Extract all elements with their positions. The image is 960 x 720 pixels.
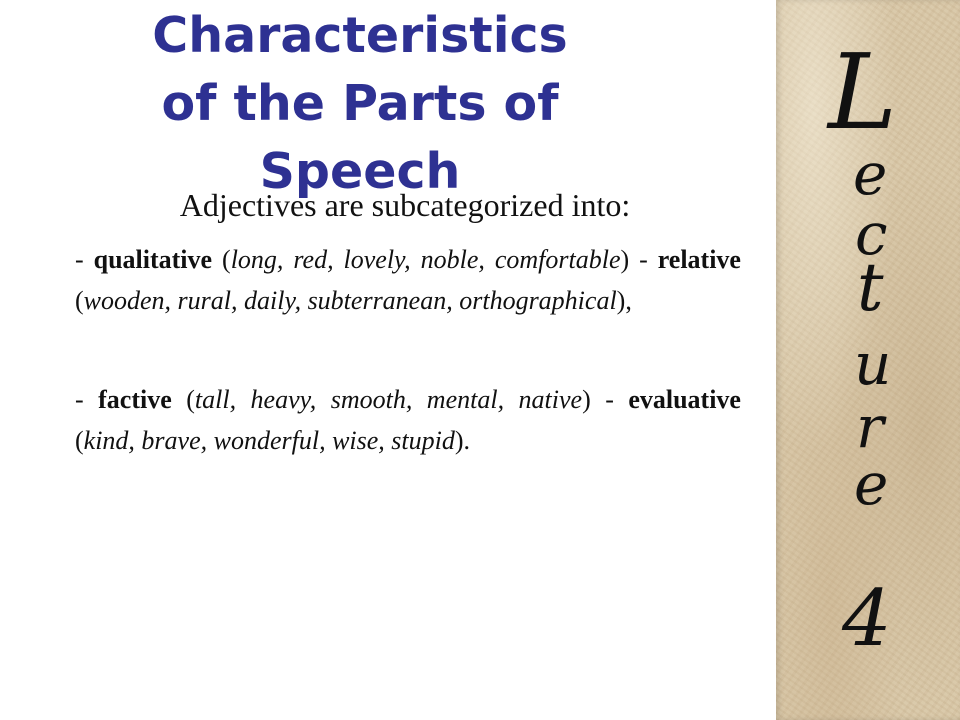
- term-relative: relative: [657, 245, 741, 274]
- examples-qualitative: long, red, lovely, noble, comfortable: [230, 245, 621, 274]
- examples-evaluative: kind, brave, wonderful, wise, stupid: [83, 426, 455, 455]
- lecture-letter-c: c: [855, 200, 888, 268]
- title-line-1: Characteristics: [152, 7, 568, 64]
- dash: -: [75, 245, 94, 274]
- paren-close-dash: ) -: [582, 385, 629, 414]
- paren-open: (: [212, 245, 231, 274]
- lecture-letter-r: r: [856, 393, 884, 461]
- dash: -: [75, 385, 99, 414]
- lecture-letter-L: L: [828, 31, 898, 153]
- term-evaluative: evaluative: [628, 385, 741, 414]
- term-factive: factive: [98, 385, 172, 414]
- examples-relative: wooden, rural, daily, subterranean, orthographical: [83, 286, 617, 315]
- term-qualitative: qualitative: [93, 245, 213, 274]
- lecture-side-panel: [776, 0, 960, 720]
- paren-close-dash: ) -: [620, 245, 658, 274]
- lecture-number: 4: [842, 574, 892, 664]
- lecture-letter-e: e: [853, 140, 888, 208]
- paragraph-factive-evaluative: [75, 379, 741, 461]
- paren-open: (: [75, 426, 84, 455]
- paren-open: (: [75, 286, 84, 315]
- paren-close: ),: [616, 286, 632, 315]
- slide-title: [60, 2, 660, 206]
- lecture-letter-e-2: e: [854, 450, 889, 518]
- paren-open: (: [171, 385, 195, 414]
- title-line-2: of the Parts of: [161, 75, 559, 132]
- examples-factive: tall, heavy, smooth, mental, native: [194, 385, 583, 414]
- paren-close: ).: [454, 426, 471, 455]
- title-line-3: Speech: [259, 143, 461, 200]
- paragraph-qualitative-relative: [75, 239, 741, 321]
- slide-subtitle: Adjectives are subcategorized into:: [179, 187, 631, 223]
- lecture-letter-t: t: [857, 249, 884, 326]
- lecture-letter-u: u: [854, 330, 892, 398]
